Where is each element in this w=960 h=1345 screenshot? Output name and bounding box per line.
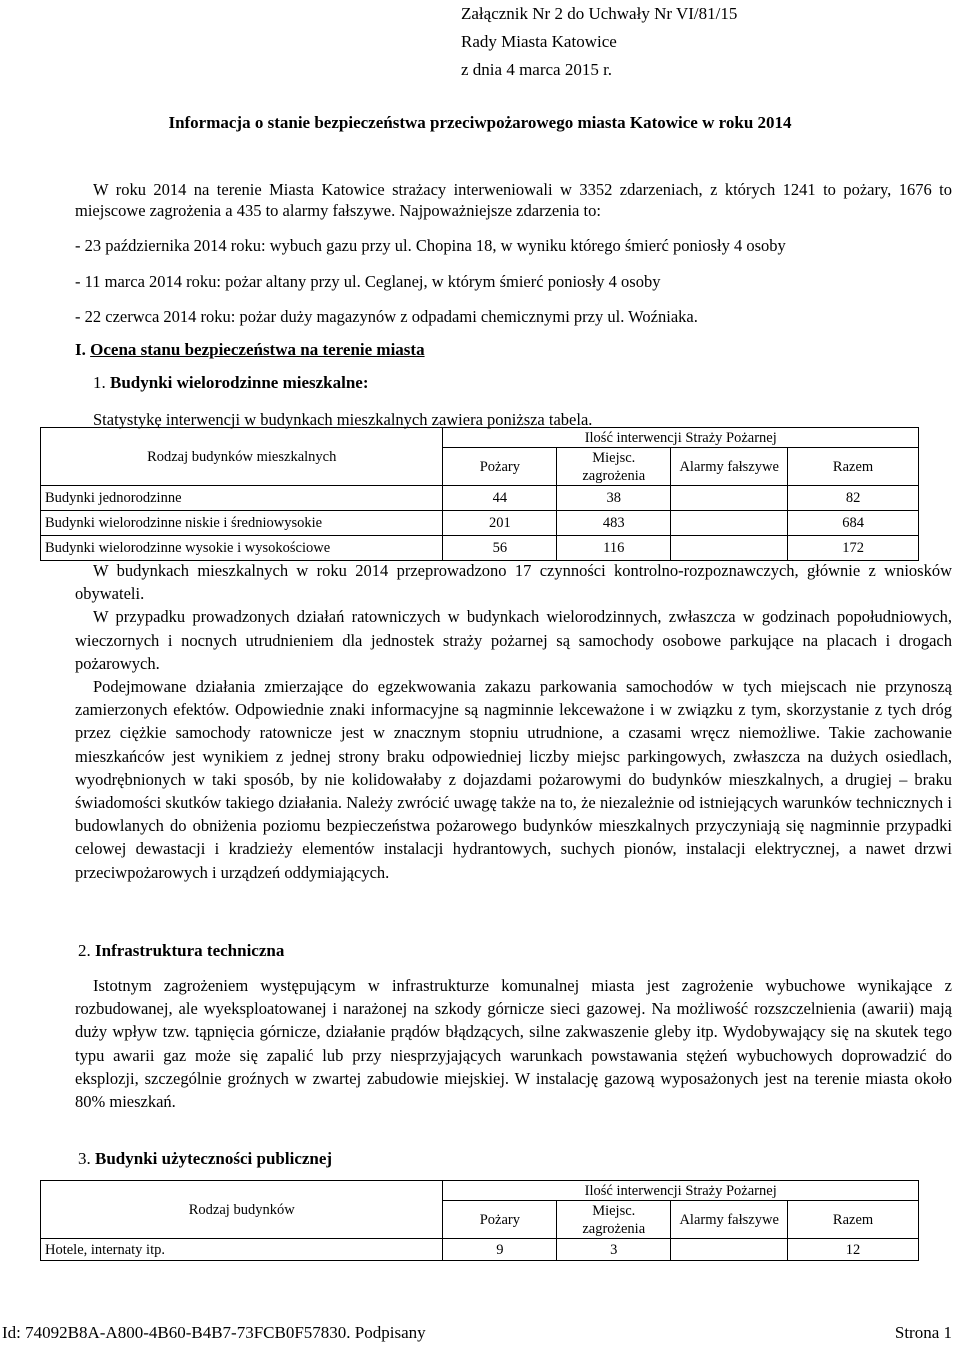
header-line-2: Rady Miasta Katowice (461, 32, 617, 51)
paragraph: Podejmowane działania zmierzające do egzekwowania zakazu parkowania samochodów w tych miejscach nie przynoszą zamierzonych efektów. Odpowiednie znaki informacyjne są nagminnie lekceważone i w związku z tym, skorzystanie z tych dróg przez ciężkie samochody ratownicze jest w znacznym stopniu utrudnione, a czasami wręcz niemożliwe. Takie zachowanie mieszkańców jest wynikiem z jednej strony braku odpowiedniej liczby miejsc parkingowych, zwłaszcza na dużych osiedlach, wyodrębnionych w taki sposób, by nie kolidowałaby z dojazdami pożarowymi do budynków mieszkalnych, a drugiej – braku świadomości skutków takiego działania. Należy zwrócić uwagę także na to, że niezależnie od istniejących warunków technicznych i budowlanych do obniżenia poziomu bezpieczeństwa pożarowego budynków mieszkalnych przyczyniają się nagminnie przypadki celowej dewastacji i kradzieży elementów instalacji hydrantowych, suchych pionów, instalacji elektrycznej, a nawet drzwi przeciwpożarowych i urządzeń oddymiających. (75, 677, 952, 882)
row-total: 172 (788, 536, 919, 561)
row-name: Budynki jednorodzinne (41, 486, 443, 511)
row-name: Hotele, internaty itp. (41, 1239, 443, 1261)
header-building-type: Rodzaj budynków (41, 1181, 443, 1239)
row-total: 12 (788, 1239, 919, 1261)
row-name: Budynki wielorodzinne niskie i średniowysokie (41, 511, 443, 536)
subsection-heading-1 (93, 373, 369, 393)
header-line-1: Załącznik Nr 2 do Uchwały Nr VI/81/15 (461, 4, 738, 23)
paragraph: W budynkach mieszkalnych w roku 2014 przeprowadzono 17 czynności kontrolno-rozpoznawczych, głównie z wniosków obywateli. (75, 561, 952, 604)
page-number: Strona 1 (894, 1323, 952, 1342)
row-local-threats: 3 (557, 1239, 671, 1261)
header-intervention-count: Ilość interwencji Straży Pożarnej (443, 1181, 919, 1201)
document-title: Informacja o stanie bezpieczeństwa przeciwpożarowego miasta Katowice w roku 2014 (168, 113, 792, 132)
row-false-alarms (671, 1239, 788, 1261)
header-fires: Pożary (443, 1201, 557, 1239)
signature-id: Id: 74092B8A-A800-4B60-B4B7-73FCB0F57830. Podpisany (2, 1323, 426, 1342)
table-row (41, 486, 919, 511)
header-total: Razem (788, 448, 919, 486)
paragraph: W przypadku prowadzonych działań ratowniczych w budynkach wielorodzinnych, zwłaszcza w godzinach popołudniowych, wieczornych i nocnych utrudnieniem dla jednostek straży pożarnej są samochody osobowe parkujące na placach i drogach pożarowych. (75, 607, 952, 673)
header-total: Razem (788, 1201, 919, 1239)
row-fires: 9 (443, 1239, 557, 1261)
header-false-alarms: Alarmy fałszywe (671, 448, 788, 486)
row-total: 82 (788, 486, 919, 511)
incident-item-1: - 23 października 2014 roku: wybuch gazu przy ul. Chopina 18, w wyniku którego śmierć poniosły 4 osoby (75, 236, 786, 255)
header-local-threats: Miejsc. zagrożenia (557, 448, 671, 486)
intro-paragraph: W roku 2014 na terenie Miasta Katowice strażacy interweniowali w 3352 zdarzeniach, z których 1241 to pożary, 1676 to miejscowe zagrożenia a 435 to alarmy fałszywe. Najpoważniejsze zdarzenia to: (75, 180, 952, 220)
subsection-number: 2. (78, 941, 91, 960)
header-intervention-count: Ilość interwencji Straży Pożarnej (443, 428, 919, 448)
section-title: Ocena stanu bezpieczeństwa na terenie miasta (90, 340, 425, 359)
table-row (41, 1239, 919, 1261)
row-false-alarms (671, 536, 788, 561)
table-row (41, 511, 919, 536)
section-heading-1 (75, 340, 425, 360)
row-fires: 201 (443, 511, 557, 536)
row-local-threats: 116 (557, 536, 671, 561)
row-local-threats: 483 (557, 511, 671, 536)
row-name: Budynki wielorodzinne wysokie i wysokościowe (41, 536, 443, 561)
header-line-3: z dnia 4 marca 2015 r. (461, 60, 613, 79)
row-local-threats: 38 (557, 486, 671, 511)
subsection-number: 3. (78, 1149, 91, 1168)
subsection-number: 1. (93, 373, 106, 392)
row-false-alarms (671, 511, 788, 536)
table-intro-text: Statystykę interwencji w budynkach mieszkalnych zawiera poniższa tabela. (93, 410, 593, 429)
attachment-header (461, 0, 737, 84)
header-building-type: Rodzaj budynków mieszkalnych (41, 428, 443, 486)
subsection-title: Infrastruktura techniczna (95, 941, 285, 960)
public-buildings-table (40, 1180, 919, 1261)
paragraph: Istotnym zagrożeniem występującym w infrastrukturze komunalnej miasta jest zagrożenie wybuchowe wynikające z rozbudowanej, ale wyeksploatowanej i narażonej na szkody górnicze sieci gazowej. Na możliwość rozszczelnienia (awarii) mają duży wpływ tzw. tąpnięcia górnicze, działanie prądów błądzących, silne zakwaszenie gleby itp. Wydobywający się na skutek tego typu awarii gaz może się zapalić lub przy niesprzyjających warunkach powstawania stężeń wybuchowych doprowadzić do eksplozji, szczególnie groźnych w zwartej zabudowie miejskiej. W instalację gazową wyposażonych jest na terenie miasta około 80% mieszkań. (75, 976, 952, 1112)
incident-item-3: - 22 czerwca 2014 roku: pożar duży magazynów z odpadami chemicznymi przy ul. Woźniaka. (75, 307, 698, 326)
residential-interventions-table (40, 427, 919, 561)
infrastructure-paragraph (75, 974, 952, 1113)
row-fires: 44 (443, 486, 557, 511)
subsection-heading-2 (78, 941, 284, 961)
header-false-alarms: Alarmy fałszywe (671, 1201, 788, 1239)
row-fires: 56 (443, 536, 557, 561)
row-false-alarms (671, 486, 788, 511)
header-fires: Pożary (443, 448, 557, 486)
residential-paragraphs (75, 559, 952, 884)
incident-item-2: - 11 marca 2014 roku: pożar altany przy ul. Ceglanej, w którym śmierć poniosły 4 osoby (75, 272, 661, 291)
table-row (41, 536, 919, 561)
subsection-title: Budynki wielorodzinne mieszkalne: (110, 373, 369, 392)
subsection-title: Budynki użyteczności publicznej (95, 1149, 333, 1168)
subsection-heading-3 (78, 1149, 332, 1169)
row-total: 684 (788, 511, 919, 536)
header-local-threats: Miejsc. zagrożenia (557, 1201, 671, 1239)
section-number: I. (75, 340, 86, 359)
